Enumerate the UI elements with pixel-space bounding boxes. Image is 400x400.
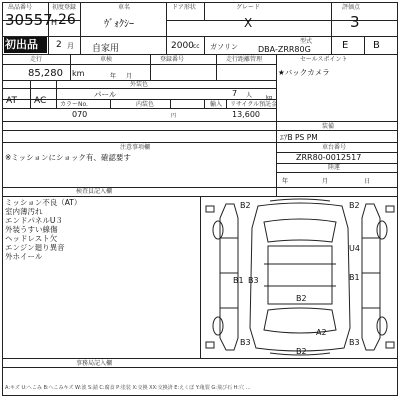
- month-number: 2: [56, 40, 62, 50]
- color-number: 070: [72, 110, 88, 119]
- damage-mark: B2: [296, 294, 307, 303]
- aircon: AC: [34, 96, 47, 106]
- displacement-unit: cc: [193, 43, 200, 50]
- inspector-note: ミッション不良（AT）: [5, 198, 82, 207]
- shift: AT: [6, 96, 17, 106]
- sales-point: ★バックカメラ: [278, 68, 330, 77]
- interior-score: E: [342, 40, 349, 51]
- registration-caption: 登録番号: [160, 56, 185, 63]
- chassis-caption: 車台番号: [322, 144, 347, 151]
- damage-mark: B3: [240, 338, 251, 347]
- grade: X: [244, 16, 253, 30]
- score-caption: 評価点: [342, 4, 361, 11]
- day-marker: 日: [364, 178, 371, 185]
- damage-mark: U4: [349, 244, 360, 253]
- year-marker: 年: [282, 178, 289, 185]
- footer-legend: A:キズ U:へこみ B:へこみキズ W:波 S:錆 C:腐食 P:塗装 X:交換 XX:交換済 E:えくぼ Y:亀裂 G:飛び石 H:穴 …: [5, 385, 251, 391]
- damage-mark: B3: [349, 338, 360, 347]
- mileage-caption: 走行: [30, 56, 43, 63]
- usage: 自家用: [92, 44, 120, 54]
- year-number: 26: [58, 12, 76, 28]
- inspection-year-unit: 年: [110, 73, 117, 80]
- car-name-caption: 車名: [118, 4, 131, 11]
- lot-number-caption: 出品番号: [8, 4, 33, 11]
- equipment-caption: 装備: [322, 123, 335, 130]
- displacement: 2000: [171, 41, 194, 51]
- mileage: 85,280: [28, 68, 63, 79]
- fuel: ガソリン: [210, 43, 238, 51]
- recycle-unit: 円: [171, 113, 177, 119]
- door-shape-caption: ドア形状: [172, 4, 196, 11]
- inspector-note: エンジン廻り異音: [5, 243, 65, 252]
- footer-caption: 事務局記入欄: [76, 360, 113, 367]
- weight-unit: kg: [266, 95, 273, 101]
- inspection-month-unit: 月: [126, 73, 133, 80]
- color-number-caption: カラーNo.: [60, 101, 88, 108]
- recycle-amount: 13,600: [232, 110, 260, 119]
- year-era: H: [51, 18, 58, 27]
- first-listing-label: 初出品: [5, 38, 38, 51]
- month-marker: 月: [322, 178, 329, 185]
- inspector-note: 外ホイール: [5, 252, 43, 261]
- sales-point-caption: セールスポイント: [300, 56, 348, 63]
- equipment: ｴｱB PS PM: [280, 133, 318, 142]
- damage-mark: A2: [316, 328, 327, 337]
- ext-color: パール: [94, 90, 117, 99]
- inspector-note: 室内薄汚れ: [5, 207, 43, 216]
- damage-mark: B3: [248, 276, 259, 285]
- model-caption: 型式: [300, 38, 313, 45]
- lot-number: 30557: [5, 11, 53, 29]
- chassis-number: ZRR80-0012517: [296, 153, 362, 162]
- damage-mark: B2: [296, 347, 307, 356]
- damage-mark: B2: [349, 201, 360, 210]
- ext-color-caption: 外装色: [130, 81, 149, 88]
- seats: 7: [232, 89, 238, 98]
- mileage-mgmt-caption: 走行距離管理: [226, 56, 263, 63]
- seats-unit: 人: [246, 92, 253, 99]
- car-name: ｳﾞｫｸｼｰ: [104, 19, 134, 30]
- inspection-caption: 車検: [100, 56, 113, 63]
- grade-caption: グレード: [236, 4, 261, 11]
- inspector-note: エンドパネルU３: [5, 216, 63, 225]
- damage-mark: B1: [349, 273, 360, 282]
- inspector-note: ヘッドレスト欠: [5, 234, 58, 243]
- mileage-unit: km: [72, 69, 85, 78]
- import-caption: 輸入: [210, 101, 223, 108]
- score: 3: [350, 13, 360, 31]
- notes: ※ミッションにショック有、確認要す: [5, 153, 131, 162]
- damage-mark: B2: [240, 201, 251, 210]
- damage-mark: B1: [233, 276, 244, 285]
- exterior-score: B: [373, 40, 380, 51]
- year-caption: 初度登録: [52, 4, 77, 11]
- notes-caption: 注意事項欄: [120, 144, 151, 151]
- recycle-caption: リサイクル預託金: [230, 101, 278, 108]
- inspector-note: 外装うすい線傷: [5, 225, 58, 234]
- model: DBA-ZRR80G: [258, 45, 311, 54]
- int-color-caption: 内装色: [136, 101, 155, 108]
- inspector-caption: 検査員記入欄: [76, 188, 113, 195]
- month-unit: 月: [67, 42, 74, 50]
- brand-caption: 陸運: [328, 164, 341, 171]
